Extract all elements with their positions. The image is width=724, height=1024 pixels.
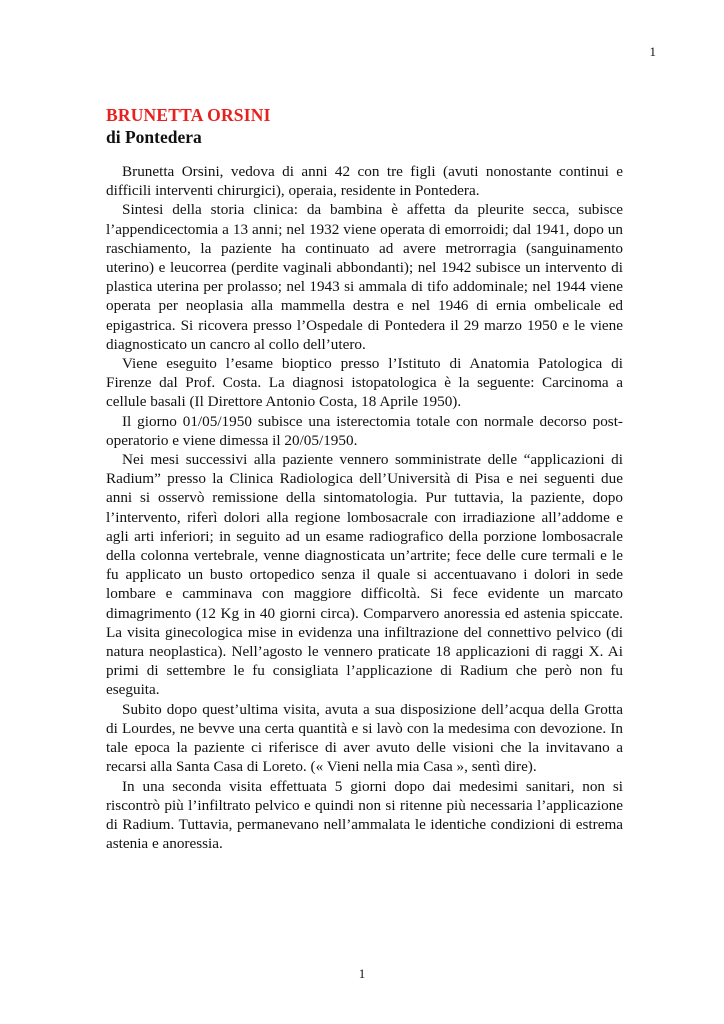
paragraph: Sintesi della storia clinica: da bambina è affetta da pleurite secca, subisce l’appendicectomia a 13 anni; nel 1932 viene operata di emorroidi; dal 1941, dopo un raschiamento, la paziente ha continuato ad avere metrorragia (sanguinamento uterino) e leucorrea (perdite vaginali abbondanti); nel 1942 subisce un intervento di plastica uterina per prolasso; nel 1943 si ammala di tifo addominale; nel 1944 viene operata per neoplasia alla mammella destra e nel 1946 di ernia ombelicale ed epigastrica. Si ricovera presso l’Ospedale di Pontedera il 29 marzo 1950 e le viene diagnosticato un cancro al collo dell’utero. bbox=[106, 201, 623, 353]
footer-page-number: 1 bbox=[358, 966, 366, 981]
paragraph: In una seconda visita effettuata 5 giorni dopo dai medesimi sanitari, non si riscontrò più l’infiltrato pelvico e quindi non si ritenne più necessaria l’applicazione di Radium. Tuttavia, permanevano nell’ammalata le identiche condizioni di estrema astenia e anoressia. bbox=[106, 777, 623, 853]
document-subtitle: di Pontedera bbox=[106, 127, 202, 147]
document-title: BRUNETTA ORSINI bbox=[106, 105, 271, 125]
paragraph: Brunetta Orsini, vedova di anni 42 con tre figli (avuti nonostante continui e difficili interventi chirurgici), operaia, residente in Pontedera. bbox=[106, 163, 623, 200]
document-body bbox=[106, 104, 623, 853]
paragraph: Il giorno 01/05/1950 subisce una isterectomia totale con normale decorso post-operatorio e viene dimessa il 20/05/1950. bbox=[106, 412, 623, 449]
paragraph: Nei mesi successivi alla paziente vennero somministrate delle “applicazioni di Radium” presso la Clinica Radiologica dell’Università di Pisa e nei seguenti due anni si osservò remissione della sintomatologia. Pur tuttavia, la paziente, dopo l’intervento, riferì dolori alla regione lombosacrale con irradiazione all’addome e agli arti inferiori; in seguito ad un esame radiografico della porzione lombosacrale della colonna vertebrale, venne diagnosticata un’artrite; fece delle cure termali e le fu applicato un busto ortopedico senza il quale si accentuavano i dolori in sede lombare e camminava con maggiore difficoltà. Si fece evidente un marcato dimagrimento (12 Kg in 40 giorni circa). Comparvero anoressia ed astenia spiccate. La visita ginecologica mise in evidenza una infiltrazione del connettivo pelvico (di natura neoplastica). Nell’agosto le vennero praticate 18 applicazioni di raggi X. Ai primi di settembre le fu consigliata l’applicazione di Radium che però non fu eseguita. bbox=[106, 451, 623, 699]
paragraph: Subito dopo quest’ultima visita, avuta a sua disposizione dell’acqua della Grotta di Lourdes, ne bevve una certa quantità e si lavò con la medesima con devozione. In tale epoca la paziente ci riferisce di aver avuto delle visioni che la invitavano a recarsi alla Santa Casa di Loreto. (« Vieni nella mia Casa », sentì dire). bbox=[106, 700, 623, 776]
header-page-number: 1 bbox=[649, 44, 656, 59]
paragraph: Viene eseguito l’esame bioptico presso l’Istituto di Anatomia Patologica di Firenze dal Prof. Costa. La diagnosi istopatologica è la seguente: Carcinoma a cellule basali (Il Direttore Antonio Costa, 18 Aprile 1950). bbox=[106, 355, 623, 411]
